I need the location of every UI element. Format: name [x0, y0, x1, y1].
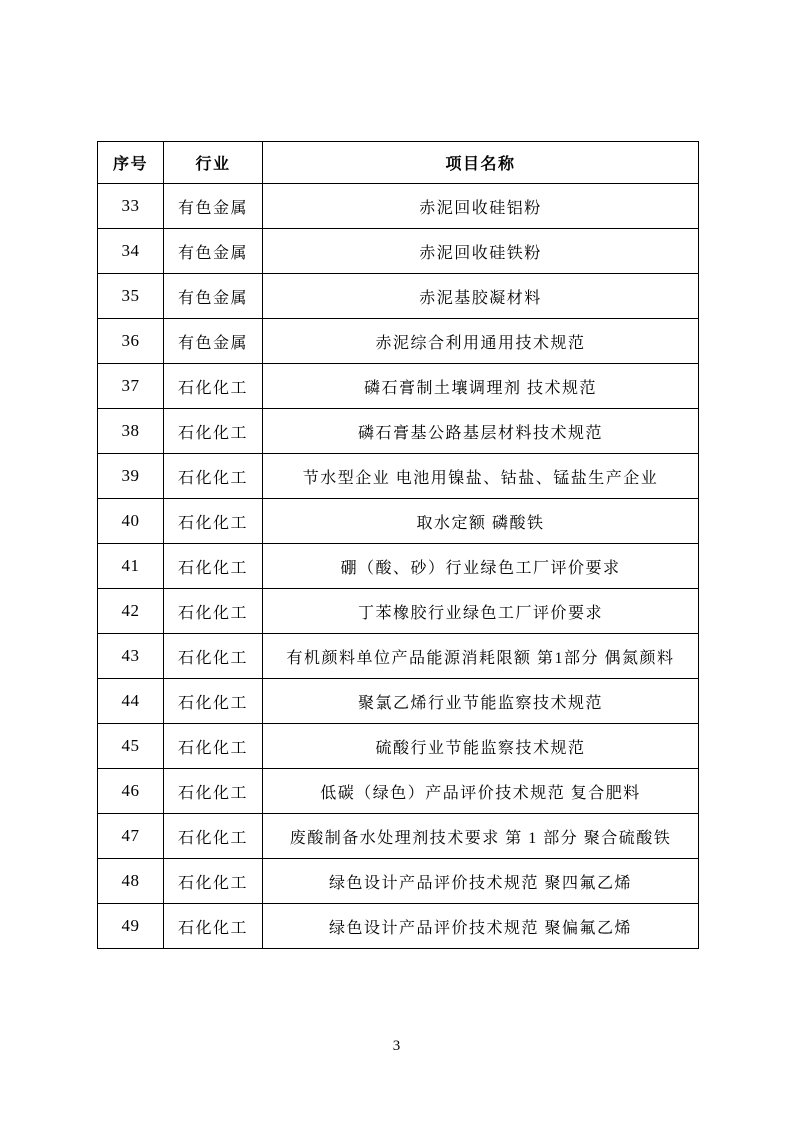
cell-project: 赤泥综合利用通用技术规范	[263, 319, 699, 364]
cell-index: 45	[98, 724, 164, 769]
table-row	[98, 409, 699, 454]
cell-industry: 石化化工	[164, 769, 263, 814]
table-row	[98, 589, 699, 634]
cell-industry: 石化化工	[164, 589, 263, 634]
table-row	[98, 724, 699, 769]
cell-industry: 石化化工	[164, 499, 263, 544]
table-row	[98, 859, 699, 904]
cell-index: 34	[98, 229, 164, 274]
cell-index: 36	[98, 319, 164, 364]
cell-industry: 石化化工	[164, 724, 263, 769]
table-row	[98, 364, 699, 409]
cell-index: 42	[98, 589, 164, 634]
cell-project: 节水型企业 电池用镍盐、钴盐、锰盐生产企业	[263, 454, 699, 499]
table-header-row	[98, 142, 699, 184]
cell-industry: 石化化工	[164, 454, 263, 499]
cell-industry: 石化化工	[164, 814, 263, 859]
table-row	[98, 499, 699, 544]
cell-project: 绿色设计产品评价技术规范 聚四氟乙烯	[263, 859, 699, 904]
table-row	[98, 679, 699, 724]
cell-industry: 石化化工	[164, 364, 263, 409]
cell-industry: 有色金属	[164, 319, 263, 364]
cell-index: 46	[98, 769, 164, 814]
cell-project: 丁苯橡胶行业绿色工厂评价要求	[263, 589, 699, 634]
cell-index: 33	[98, 184, 164, 229]
cell-project: 取水定额 磷酸铁	[263, 499, 699, 544]
column-header-project: 项目名称	[263, 142, 699, 184]
column-header-industry: 行业	[164, 142, 263, 184]
cell-project: 赤泥回收硅铝粉	[263, 184, 699, 229]
cell-industry: 有色金属	[164, 184, 263, 229]
table-row	[98, 814, 699, 859]
cell-project: 硼（酸、砂）行业绿色工厂评价要求	[263, 544, 699, 589]
table-row	[98, 274, 699, 319]
cell-index: 39	[98, 454, 164, 499]
cell-index: 38	[98, 409, 164, 454]
cell-index: 44	[98, 679, 164, 724]
cell-index: 43	[98, 634, 164, 679]
cell-industry: 石化化工	[164, 679, 263, 724]
table-body	[98, 184, 699, 949]
cell-project: 有机颜料单位产品能源消耗限额 第1部分 偶氮颜料	[263, 634, 699, 679]
cell-index: 48	[98, 859, 164, 904]
cell-project: 聚氯乙烯行业节能监察技术规范	[263, 679, 699, 724]
cell-index: 49	[98, 904, 164, 949]
cell-project: 低碳（绿色）产品评价技术规范 复合肥料	[263, 769, 699, 814]
cell-project: 废酸制备水处理剂技术要求 第 1 部分 聚合硫酸铁	[263, 814, 699, 859]
table-row	[98, 319, 699, 364]
cell-index: 47	[98, 814, 164, 859]
cell-project: 赤泥回收硅铁粉	[263, 229, 699, 274]
page-number: 3	[392, 1038, 401, 1054]
table-row	[98, 904, 699, 949]
table-row	[98, 634, 699, 679]
cell-index: 40	[98, 499, 164, 544]
cell-project: 磷石膏制土壤调理剂 技术规范	[263, 364, 699, 409]
cell-industry: 石化化工	[164, 859, 263, 904]
cell-project: 赤泥基胶凝材料	[263, 274, 699, 319]
table-row	[98, 544, 699, 589]
cell-industry: 石化化工	[164, 634, 263, 679]
cell-index: 37	[98, 364, 164, 409]
project-table	[97, 141, 699, 949]
cell-industry: 石化化工	[164, 409, 263, 454]
cell-project: 绿色设计产品评价技术规范 聚偏氟乙烯	[263, 904, 699, 949]
table-row	[98, 454, 699, 499]
cell-index: 41	[98, 544, 164, 589]
cell-project: 硫酸行业节能监察技术规范	[263, 724, 699, 769]
cell-index: 35	[98, 274, 164, 319]
cell-project: 磷石膏基公路基层材料技术规范	[263, 409, 699, 454]
column-header-index: 序号	[98, 142, 164, 184]
table-row	[98, 769, 699, 814]
cell-industry: 石化化工	[164, 544, 263, 589]
cell-industry: 有色金属	[164, 274, 263, 319]
cell-industry: 有色金属	[164, 229, 263, 274]
table-row	[98, 229, 699, 274]
table-row	[98, 184, 699, 229]
cell-industry: 石化化工	[164, 904, 263, 949]
